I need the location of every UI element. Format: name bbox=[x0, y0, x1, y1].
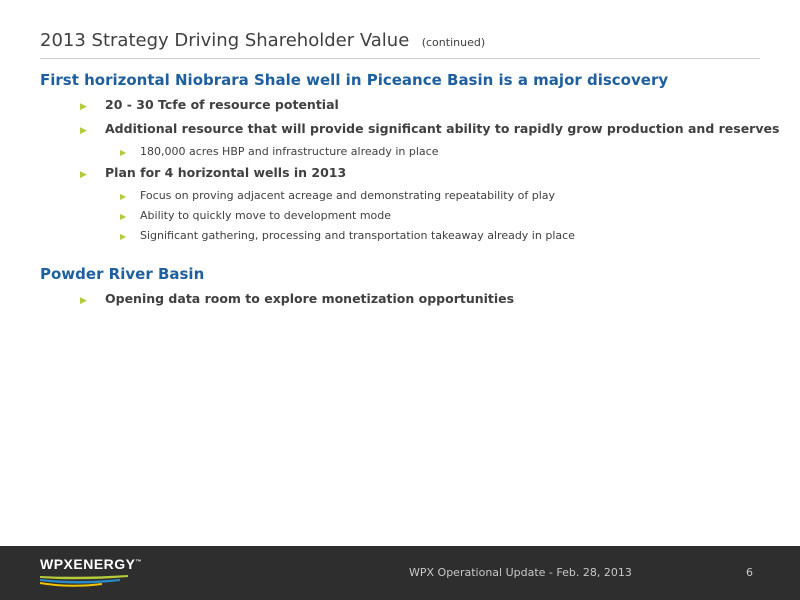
triangle-right-icon: ▶ bbox=[80, 102, 87, 112]
sub-bullet-text: Significant gathering, processing and transportation takeaway already in place bbox=[140, 229, 575, 242]
sub-bullet-text: Focus on proving adjacent acreage and demonstrating repeatability of play bbox=[140, 189, 555, 202]
slide-content bbox=[40, 66, 780, 326]
section-powder-river bbox=[40, 260, 780, 312]
sub-bullet-text: 180,000 acres HBP and infrastructure already in place bbox=[140, 145, 439, 158]
bullet-text: Plan for 4 horizontal wells in 2013 bbox=[105, 165, 347, 180]
slide-title-row bbox=[40, 30, 485, 51]
section-niobrara bbox=[40, 66, 780, 246]
sub-bullet-item bbox=[120, 206, 780, 226]
bullet-text: 20 - 30 Tcfe of resource potential bbox=[105, 97, 339, 112]
triangle-right-icon: ▶ bbox=[120, 192, 127, 201]
bullet-item bbox=[80, 118, 780, 142]
sub-bullet-item bbox=[120, 226, 780, 246]
triangle-right-icon: ▶ bbox=[120, 148, 127, 157]
section-heading: First horizontal Niobrara Shale well in Piceance Basin is a major discovery bbox=[40, 71, 669, 89]
footer-caption: WPX Operational Update - Feb. 28, 2013 bbox=[409, 566, 632, 579]
section-heading: Powder River Basin bbox=[40, 265, 205, 283]
sub-bullet-text: Ability to quickly move to development mode bbox=[140, 209, 392, 222]
slide-title: 2013 Strategy Driving Shareholder Value bbox=[40, 30, 410, 51]
triangle-right-icon: ▶ bbox=[80, 126, 87, 136]
slide-subtitle: (continued) bbox=[421, 36, 486, 49]
wpx-logo bbox=[40, 556, 143, 594]
sub-bullet-item bbox=[120, 142, 780, 162]
bullet-item bbox=[80, 288, 780, 312]
bullet-text: Additional resource that will provide significant ability to rapidly grow production and reserves bbox=[105, 121, 780, 136]
triangle-right-icon: ▶ bbox=[120, 212, 127, 221]
slide-footer bbox=[0, 546, 800, 600]
bullet-text: Opening data room to explore monetization opportunities bbox=[105, 291, 515, 306]
triangle-right-icon: ▶ bbox=[120, 232, 127, 241]
triangle-right-icon: ▶ bbox=[80, 296, 87, 306]
triangle-right-icon: ▶ bbox=[80, 170, 87, 180]
logo-wordmark: WPXENERGY™ bbox=[40, 556, 143, 572]
sub-bullet-item bbox=[120, 186, 780, 206]
bullet-item bbox=[80, 162, 780, 186]
page-number: 6 bbox=[746, 566, 753, 579]
title-divider bbox=[40, 58, 760, 59]
logo-swoosh-icon bbox=[40, 574, 132, 588]
bullet-item bbox=[80, 94, 780, 118]
